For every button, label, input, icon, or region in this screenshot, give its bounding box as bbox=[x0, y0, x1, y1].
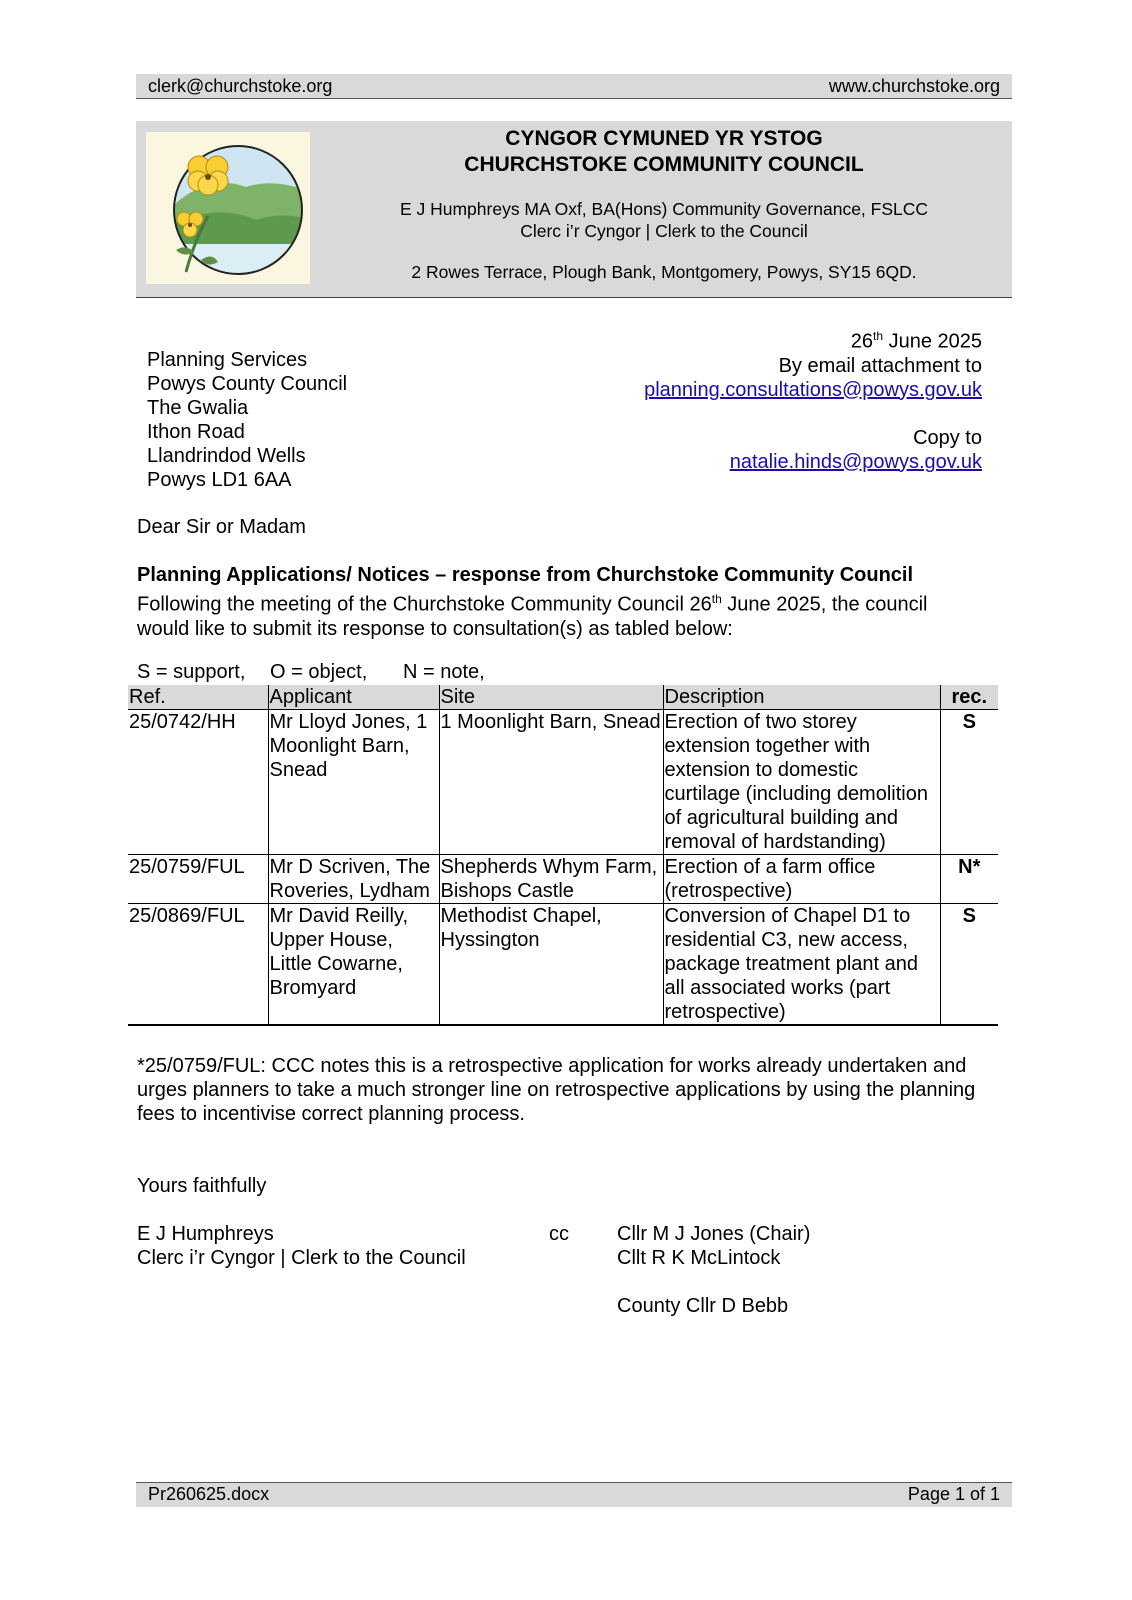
table-row bbox=[128, 904, 998, 1026]
header-email: clerk@churchstoke.org bbox=[148, 76, 333, 96]
cc-recipient: Cllr M J Jones (Chair) bbox=[617, 1223, 811, 1245]
legend-object: O = object, bbox=[270, 661, 368, 683]
clerk-role: Clerc i’r Cyngor | Clerk to the Council bbox=[520, 221, 808, 241]
header-band bbox=[136, 74, 1012, 99]
closing: Yours faithfully bbox=[137, 1175, 267, 1197]
letter-date: 26th June 2025 bbox=[850, 329, 982, 353]
cell-applicant: Mr David Reilly, Upper House, Little Cowarne, Bromyard bbox=[268, 904, 439, 1026]
cell-applicant: Mr D Scriven, The Roveries, Lydham bbox=[268, 855, 439, 904]
copy-to-label: Copy to bbox=[913, 426, 982, 449]
council-title-english: CHURCHSTOKE COMMUNITY COUNCIL bbox=[464, 153, 864, 176]
cell-description: Conversion of Chapel D1 to residential C3, new access, package treatment plant and all associated works (part retrospective) bbox=[663, 904, 940, 1026]
legend-note: N = note, bbox=[403, 661, 485, 683]
by-email-label: By email attachment to bbox=[778, 354, 982, 377]
col-ref: Ref. bbox=[128, 685, 268, 710]
cell-site: 1 Moonlight Barn, Snead bbox=[439, 710, 663, 855]
signatory-role: Clerc i’r Cyngor | Clerk to the Council bbox=[137, 1247, 466, 1269]
letter-meta bbox=[644, 324, 982, 474]
signatory-name: E J Humphreys bbox=[137, 1223, 274, 1245]
council-title-welsh: CYNGOR CYMUNED YR YSTOG bbox=[505, 127, 823, 150]
table-row bbox=[128, 855, 998, 904]
recipient-line: Powys LD1 6AA bbox=[147, 469, 292, 491]
col-rec: rec. bbox=[940, 685, 998, 710]
intro-paragraph: Following the meeting of the Churchstoke Community Council 26th June 2025, the council would like to submit its response to consultation(s) as tabled below: bbox=[137, 592, 928, 640]
cell-rec: S bbox=[940, 710, 998, 855]
cell-rec: N* bbox=[940, 855, 998, 904]
recipient-address bbox=[147, 348, 347, 492]
letterhead bbox=[136, 121, 1012, 298]
salutation: Dear Sir or Madam bbox=[137, 516, 306, 538]
subject-line: Planning Applications/ Notices – response from Churchstoke Community Council bbox=[137, 564, 914, 586]
recipient-line: Llandrindod Wells bbox=[147, 445, 306, 467]
cell-description: Erection of a farm office (retrospective) bbox=[663, 855, 940, 904]
cc-email-link[interactable]: natalie.hinds@powys.gov.uk bbox=[729, 450, 982, 473]
planning-email-link[interactable]: planning.consultations@powys.gov.uk bbox=[644, 378, 982, 401]
cc-label: cc bbox=[549, 1223, 569, 1245]
header-website: www.churchstoke.org bbox=[828, 76, 1000, 96]
recipient-line: Ithon Road bbox=[147, 421, 245, 443]
recipient-line: Planning Services bbox=[147, 349, 308, 371]
cell-ref: 25/0759/FUL bbox=[128, 855, 268, 904]
table-header-row bbox=[128, 685, 998, 710]
legend-support: S = support, bbox=[137, 661, 246, 683]
footer-filename: Pr260625.docx bbox=[148, 1484, 270, 1504]
cc-recipient: Cllt R K McLintock bbox=[617, 1247, 781, 1269]
footer-page-number: Page 1 of 1 bbox=[907, 1484, 1000, 1504]
cell-rec: S bbox=[940, 904, 998, 1026]
col-applicant: Applicant bbox=[268, 685, 439, 710]
table-row bbox=[128, 710, 998, 855]
col-site: Site bbox=[439, 685, 663, 710]
cell-applicant: Mr Lloyd Jones, 1 Moonlight Barn, Snead bbox=[268, 710, 439, 855]
pansy-hill-logo-icon bbox=[146, 132, 310, 284]
cc-recipient: County Cllr D Bebb bbox=[617, 1295, 789, 1317]
footnote: *25/0759/FUL: CCC notes this is a retrospective application for works already undertaken and urges planners to take a much stronger line on retrospective applications by using the planning fees to incentivise correct planning process. bbox=[137, 1055, 976, 1125]
council-logo bbox=[146, 132, 310, 284]
col-description: Description bbox=[663, 685, 940, 710]
cell-ref: 25/0869/FUL bbox=[128, 904, 268, 1026]
applications-table bbox=[128, 685, 998, 1026]
footer-band bbox=[136, 1482, 1012, 1507]
council-address: 2 Rowes Terrace, Plough Bank, Montgomery, Powys, SY15 6QD. bbox=[411, 262, 917, 282]
cell-site: Shepherds Whym Farm, Bishops Castle bbox=[439, 855, 663, 904]
recipient-line: Powys County Council bbox=[147, 373, 348, 395]
cell-site: Methodist Chapel, Hyssington bbox=[439, 904, 663, 1026]
clerk-name: E J Humphreys MA Oxf, BA(Hons) Community Governance, FSLCC bbox=[399, 199, 929, 219]
recipient-line: The Gwalia bbox=[147, 397, 249, 419]
cell-ref: 25/0742/HH bbox=[128, 710, 268, 855]
cell-description: Erection of two storey extension together with extension to domestic curtilage (including demolition of agricultural building and removal of hardstanding) bbox=[663, 710, 940, 855]
